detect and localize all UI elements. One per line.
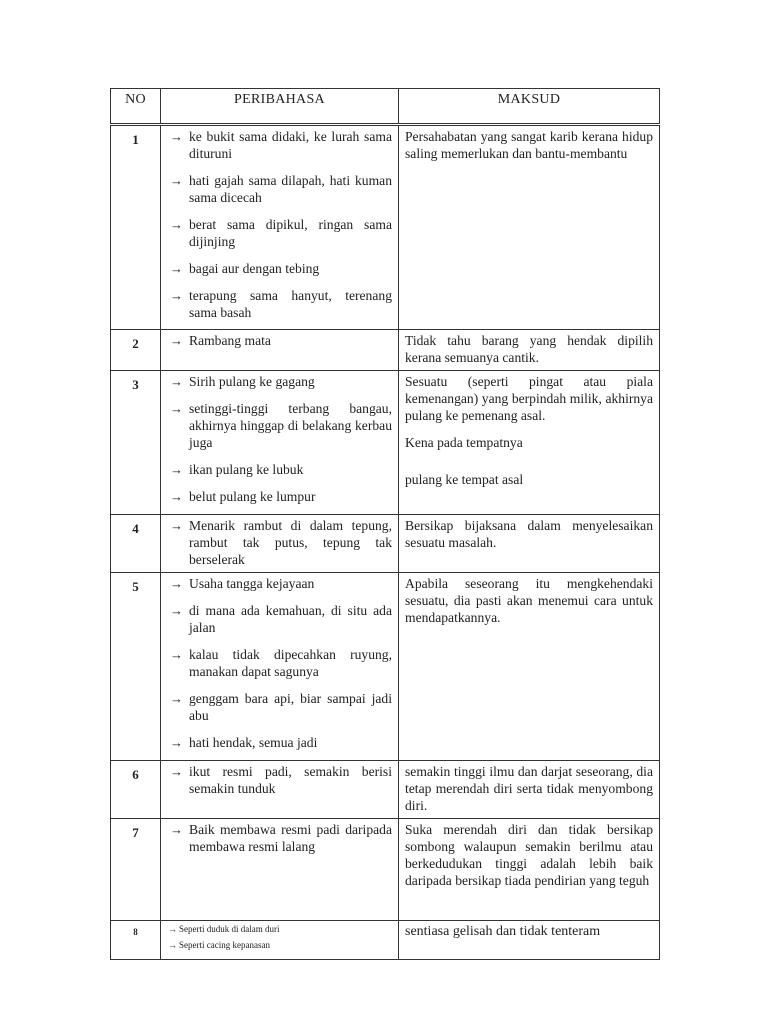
peribahasa-item: [167, 332, 392, 349]
row-number: 4: [111, 515, 161, 573]
maksud-cell: [399, 371, 660, 515]
peribahasa-item: [167, 172, 392, 206]
arrow-icon: →: [170, 401, 183, 416]
arrow-icon: →: [170, 462, 183, 477]
peribahasa-item: [167, 216, 392, 250]
header-no: NO: [111, 89, 161, 125]
peribahasa-text: Menarik rambut di dalam tepung, rambut tak putus, tepung tak berselerak: [189, 518, 392, 567]
peribahasa-item: [167, 488, 392, 505]
peribahasa-text: Baik membawa resmi padi daripada membawa resmi lalang: [189, 822, 392, 854]
maksud-text: Tidak tahu barang yang hendak dipilih kerana semuanya cantik.: [405, 333, 653, 365]
peribahasa-text: kalau tidak dipecahkan ruyung, manakan dapat sagunya: [189, 647, 392, 679]
table-row: [111, 371, 660, 515]
peribahasa-text: Usaha tangga kejayaan: [189, 576, 315, 591]
peribahasa-item: [167, 734, 392, 751]
peribahasa-text: Seperti cacing kepanasan: [179, 940, 270, 950]
arrow-icon: →: [170, 647, 183, 662]
arrow-icon: →: [170, 735, 183, 750]
peribahasa-text: hati gajah sama dilapah, hati kuman sama dicecah: [189, 173, 392, 205]
arrow-icon: →: [170, 129, 183, 144]
peribahasa-item: [167, 646, 392, 680]
table-row: [111, 330, 660, 371]
peribahasa-cell: [161, 819, 399, 921]
peribahasa-item: [167, 260, 392, 277]
arrow-icon: →: [170, 261, 183, 276]
arrow-icon: →: [170, 288, 183, 303]
arrow-icon: →: [170, 374, 183, 389]
maksud-text: Bersikap bijaksana dalam menyelesaikan sesuatu masalah.: [405, 518, 653, 550]
arrow-icon: →: [168, 940, 177, 950]
peribahasa-item: [167, 690, 392, 724]
arrow-icon: →: [170, 489, 183, 504]
maksud-cell: [399, 819, 660, 921]
row-number: 5: [111, 573, 161, 761]
maksud-cell: [399, 515, 660, 573]
table-body: [111, 125, 660, 960]
maksud-text: Sesuatu (seperti pingat atau piala kemenangan) yang berpindah milik, akhirnya pulang ke pemenang asal.: [405, 374, 653, 423]
peribahasa-item: [167, 517, 392, 568]
row-number: 6: [111, 761, 161, 819]
maksud-cell: [399, 761, 660, 819]
arrow-icon: →: [170, 576, 183, 591]
header-peribahasa: PERIBAHASA: [161, 89, 399, 125]
peribahasa-item: [167, 923, 392, 936]
peribahasa-item: [167, 128, 392, 162]
header-row: [111, 89, 660, 125]
table-row: [111, 819, 660, 921]
row-number: 3: [111, 371, 161, 515]
maksud-cell: [399, 573, 660, 761]
maksud-cell: [399, 330, 660, 371]
arrow-icon: →: [170, 764, 183, 779]
arrow-icon: →: [170, 333, 183, 348]
table-row: [111, 761, 660, 819]
peribahasa-item: [167, 400, 392, 451]
peribahasa-text: terapung sama hanyut, terenang sama basah: [189, 288, 392, 320]
maksud-cell: [399, 921, 660, 960]
peribahasa-item: [167, 602, 392, 636]
peribahasa-cell: [161, 125, 399, 330]
peribahasa-cell: [161, 573, 399, 761]
maksud-text: Kena pada tempatnya: [405, 435, 523, 450]
peribahasa-cell: [161, 921, 399, 960]
peribahasa-text: Sirih pulang ke gagang: [189, 374, 315, 389]
arrow-icon: →: [170, 822, 183, 837]
arrow-icon: →: [170, 518, 183, 533]
peribahasa-item: [167, 821, 392, 855]
peribahasa-cell: [161, 371, 399, 515]
peribahasa-text: Rambang mata: [189, 333, 271, 348]
row-number: 1: [111, 125, 161, 330]
row-number: 7: [111, 819, 161, 921]
header-maksud: MAKSUD: [399, 89, 660, 125]
maksud-text: semakin tinggi ilmu dan darjat seseorang, dia tetap merendah diri serta tidak menyombong diri.: [405, 764, 653, 813]
arrow-icon: →: [170, 173, 183, 188]
peribahasa-item: [167, 287, 392, 321]
peribahasa-cell: [161, 330, 399, 371]
peribahasa-item: [167, 373, 392, 390]
maksud-text: pulang ke tempat asal: [405, 472, 524, 487]
arrow-icon: →: [170, 217, 183, 232]
arrow-icon: →: [170, 691, 183, 706]
peribahasa-text: ikut resmi padi, semakin berisi semakin tunduk: [189, 764, 392, 796]
peribahasa-text: di mana ada kemahuan, di situ ada jalan: [189, 603, 392, 635]
peribahasa-item: [167, 575, 392, 592]
maksud-text: sentiasa gelisah dan tidak tenteram: [405, 924, 601, 939]
table-row: [111, 125, 660, 330]
arrow-icon: →: [168, 924, 177, 934]
peribahasa-text: genggam bara api, biar sampai jadi abu: [189, 691, 392, 723]
peribahasa-item: [167, 939, 392, 952]
table-row: [111, 921, 660, 960]
peribahasa-text: setinggi-tinggi terbang bangau, akhirnya hinggap di belakang kerbau juga: [189, 401, 392, 450]
peribahasa-text: ke bukit sama didaki, ke lurah sama dituruni: [189, 129, 392, 161]
row-number: 2: [111, 330, 161, 371]
row-number: 8: [111, 921, 161, 960]
peribahasa-text: ikan pulang ke lubuk: [189, 462, 304, 477]
peribahasa-cell: [161, 761, 399, 819]
arrow-icon: →: [170, 603, 183, 618]
peribahasa-text: hati hendak, semua jadi: [189, 735, 318, 750]
table-row: [111, 573, 660, 761]
peribahasa-table: [110, 88, 660, 960]
maksud-text: Apabila seseorang itu mengkehendaki sesuatu, dia pasti akan menemui cara untuk mendapatkannya.: [405, 576, 653, 625]
peribahasa-text: berat sama dipikul, ringan sama dijinjing: [189, 217, 392, 249]
maksud-text: Suka merendah diri dan tidak bersikap sombong walaupun semakin berilmu atau berkedudukan tinggi adalah lebih baik daripada bersikap tiada pendirian yang teguh: [405, 822, 653, 888]
peribahasa-text: Seperti duduk di dalam duri: [179, 924, 280, 934]
peribahasa-text: bagai aur dengan tebing: [189, 261, 320, 276]
maksud-cell: [399, 125, 660, 330]
table-row: [111, 515, 660, 573]
maksud-text: Persahabatan yang sangat karib kerana hidup saling memerlukan dan bantu-membantu: [405, 129, 653, 161]
peribahasa-item: [167, 461, 392, 478]
peribahasa-text: belut pulang ke lumpur: [189, 489, 316, 504]
peribahasa-cell: [161, 515, 399, 573]
peribahasa-item: [167, 763, 392, 797]
